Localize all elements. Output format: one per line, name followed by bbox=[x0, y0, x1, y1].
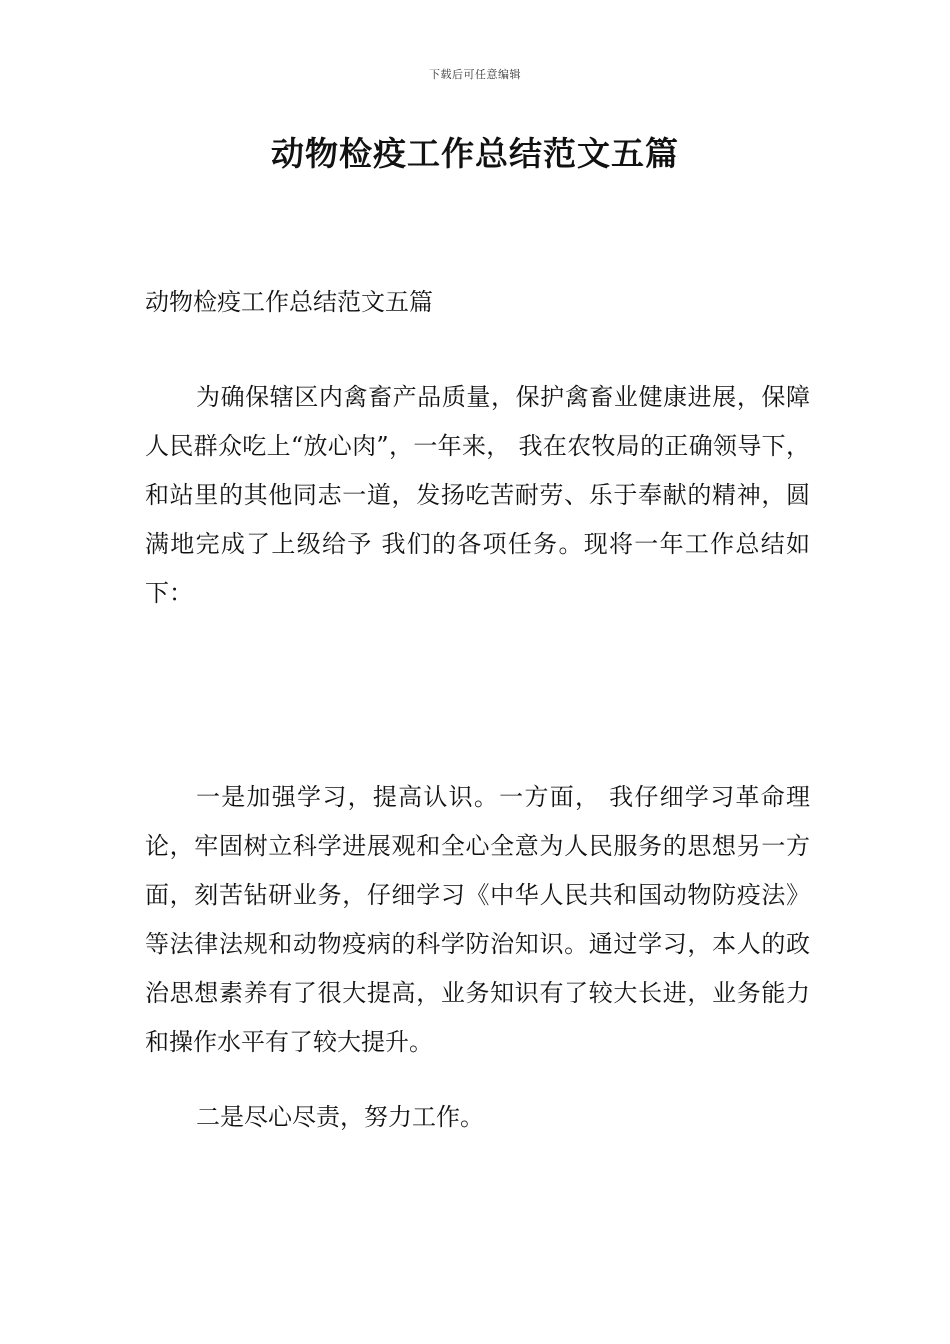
document-title: 动物检疫工作总结范文五篇 bbox=[271, 134, 679, 173]
paragraph-study: 一是加强学习，提高认识。一方面， 我仔细学习革命理论，牢固树立科学进展观和全心全意为人民服务的思想另一方面，刻苦钻研业务，仔细学习《中华人民共和国动物防疫法》等法律法规和动物疫病的科学防治知识。通过学习，本人的政治思想素养有了很大提高，业务知识有了较大长进，业务能力和操作水平有了较大提升。 bbox=[145, 783, 810, 1056]
paragraph-intro: 为确保辖区内禽畜产品质量，保护禽畜业健康进展，保障人民群众吃上“放心肉”，一年来， 我在农牧局的正确领导下，和站里的其他同志一道，发扬吃苦耐劳、乐于奉献的精神，圆满地完成了上级给予 我们的各项任务。现将一年工作总结如下： bbox=[145, 383, 810, 607]
document-subtitle: 动物检疫工作总结范文五篇 bbox=[145, 288, 433, 316]
header-note: 下载后可任意编辑 bbox=[429, 68, 521, 81]
paragraph-work: 二是尽心尽责，努力工作。 bbox=[196, 1103, 484, 1131]
